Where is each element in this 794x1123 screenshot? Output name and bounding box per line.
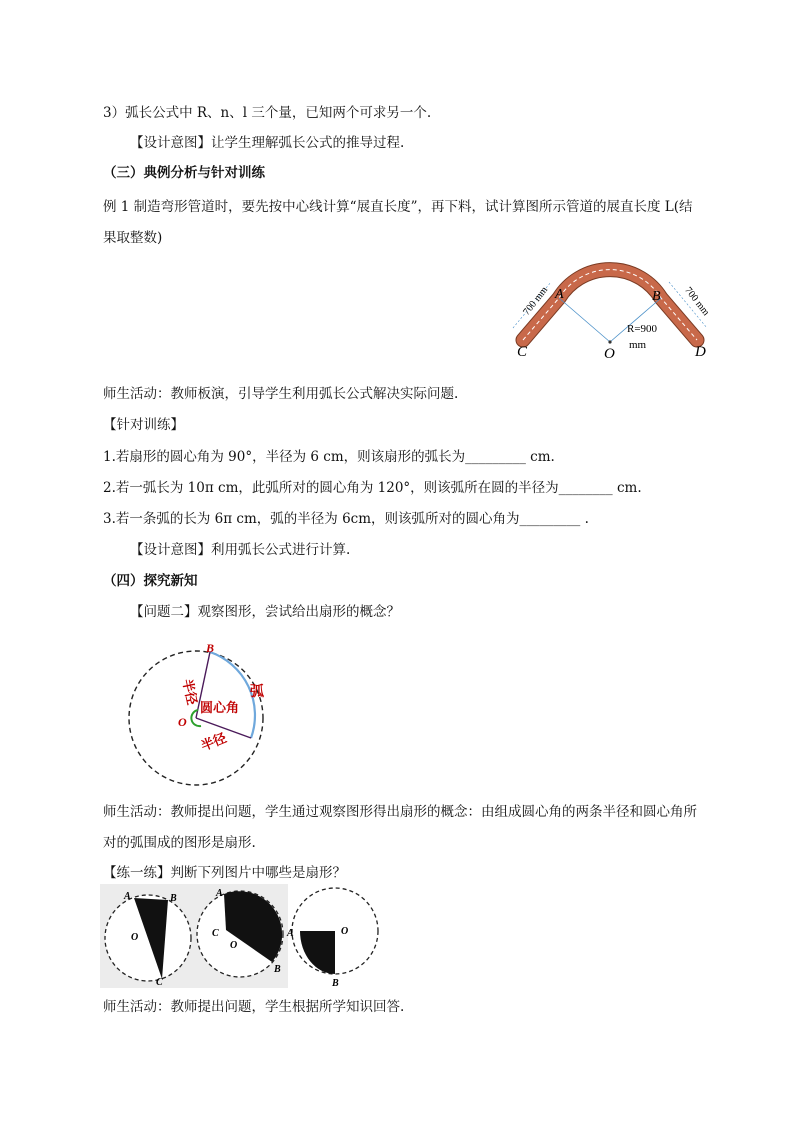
fig1-label-o: O <box>131 932 139 943</box>
practice-question-3: 3.若一条弧的长为 6π cm，弧的半径为 6cm，则该弧所对的圆心角为_________ . <box>103 511 589 527</box>
design-intent-2: 【设计意图】利用弧长公式进行计算. <box>130 542 351 558</box>
pipe-label-b: B <box>652 289 661 304</box>
fig2-label-c: C <box>212 928 219 939</box>
fig2-label-a: A <box>216 888 223 899</box>
teacher-activity-2-line-1: 师生活动：教师提出问题，学生通过观察图形得出扇形的概念：由组成圆心角的两条半径和圆心角所 <box>103 804 697 820</box>
sector-arc-label: 弧 <box>250 685 264 700</box>
practice-figure-3 <box>285 884 385 988</box>
sector-label-b: B <box>206 641 215 655</box>
sector-concept-figure <box>120 640 280 790</box>
fig3-label-b: B <box>332 978 339 988</box>
pipe-length-right: 700 mm <box>682 285 712 318</box>
pipe-label-c: C <box>517 344 528 360</box>
fig2-label-o: O <box>230 940 238 951</box>
sector-label-o: O <box>178 715 187 729</box>
teacher-activity-1: 师生活动：教师板演，引导学生利用弧长公式解决实际问题. <box>103 386 459 402</box>
pipe-label-d: D <box>695 344 706 360</box>
design-intent-1: 【设计意图】让学生理解弧长公式的推导过程. <box>130 135 405 151</box>
fig2-label-b: B <box>274 964 281 975</box>
fig1-label-b: B <box>170 893 177 904</box>
sector-radius-bottom: 半径 <box>198 729 229 754</box>
example-1-line-2: 果取整数) <box>103 230 163 246</box>
practice-figure-2 <box>192 884 288 988</box>
exercise-heading: 【练一练】判断下列图片中哪些是扇形？ <box>103 865 346 881</box>
fig1-label-a: A <box>124 891 131 902</box>
sector-radius-top: 半径 <box>179 677 200 707</box>
pipe-figure <box>505 258 725 368</box>
practice-question-1: 1.若扇形的圆心角为 90°，半径为 6 cm，则该扇形的弧长为_________ cm. <box>103 449 555 465</box>
fig3-label-a: A <box>287 928 294 939</box>
sector-angle-label: 圆心角 <box>200 700 240 715</box>
teacher-activity-2-line-2: 对的弧围成的图形是扇形. <box>103 835 256 851</box>
pipe-radius-unit: mm <box>629 339 647 351</box>
fig3-label-o: O <box>341 926 349 937</box>
example-1-line-1: 例 1 制造弯形管道时，要先按中心线计算“展直长度”，再下料，试计算图所示管道的展直长度 L(结 <box>103 199 693 215</box>
section-heading-4: （四）探究新知 <box>103 573 198 589</box>
teacher-activity-3: 师生活动：教师提出问题，学生根据所学知识回答. <box>103 999 405 1015</box>
question-two: 【问题二】观察图形，尝试给出扇形的概念？ <box>130 604 400 620</box>
text-line-1: 3）弧长公式中 R、n、l 三个量，已知两个可求另一个. <box>103 105 432 121</box>
pipe-radius-label: R=900 <box>627 323 658 335</box>
pipe-length-left: 700 mm <box>521 284 551 318</box>
pipe-label-o: O <box>604 346 615 362</box>
pipe-label-a: A <box>555 287 564 302</box>
practice-question-2: 2.若一弧长为 10π cm，此弧所对的圆心角为 120°，则该弧所在圆的半径为________ cm. <box>103 480 642 496</box>
fig1-label-c: C <box>156 977 163 988</box>
section-heading-3: （三）典例分析与针对训练 <box>103 165 265 181</box>
practice-figure-1 <box>100 884 196 988</box>
practice-heading: 【针对训练】 <box>103 417 184 433</box>
